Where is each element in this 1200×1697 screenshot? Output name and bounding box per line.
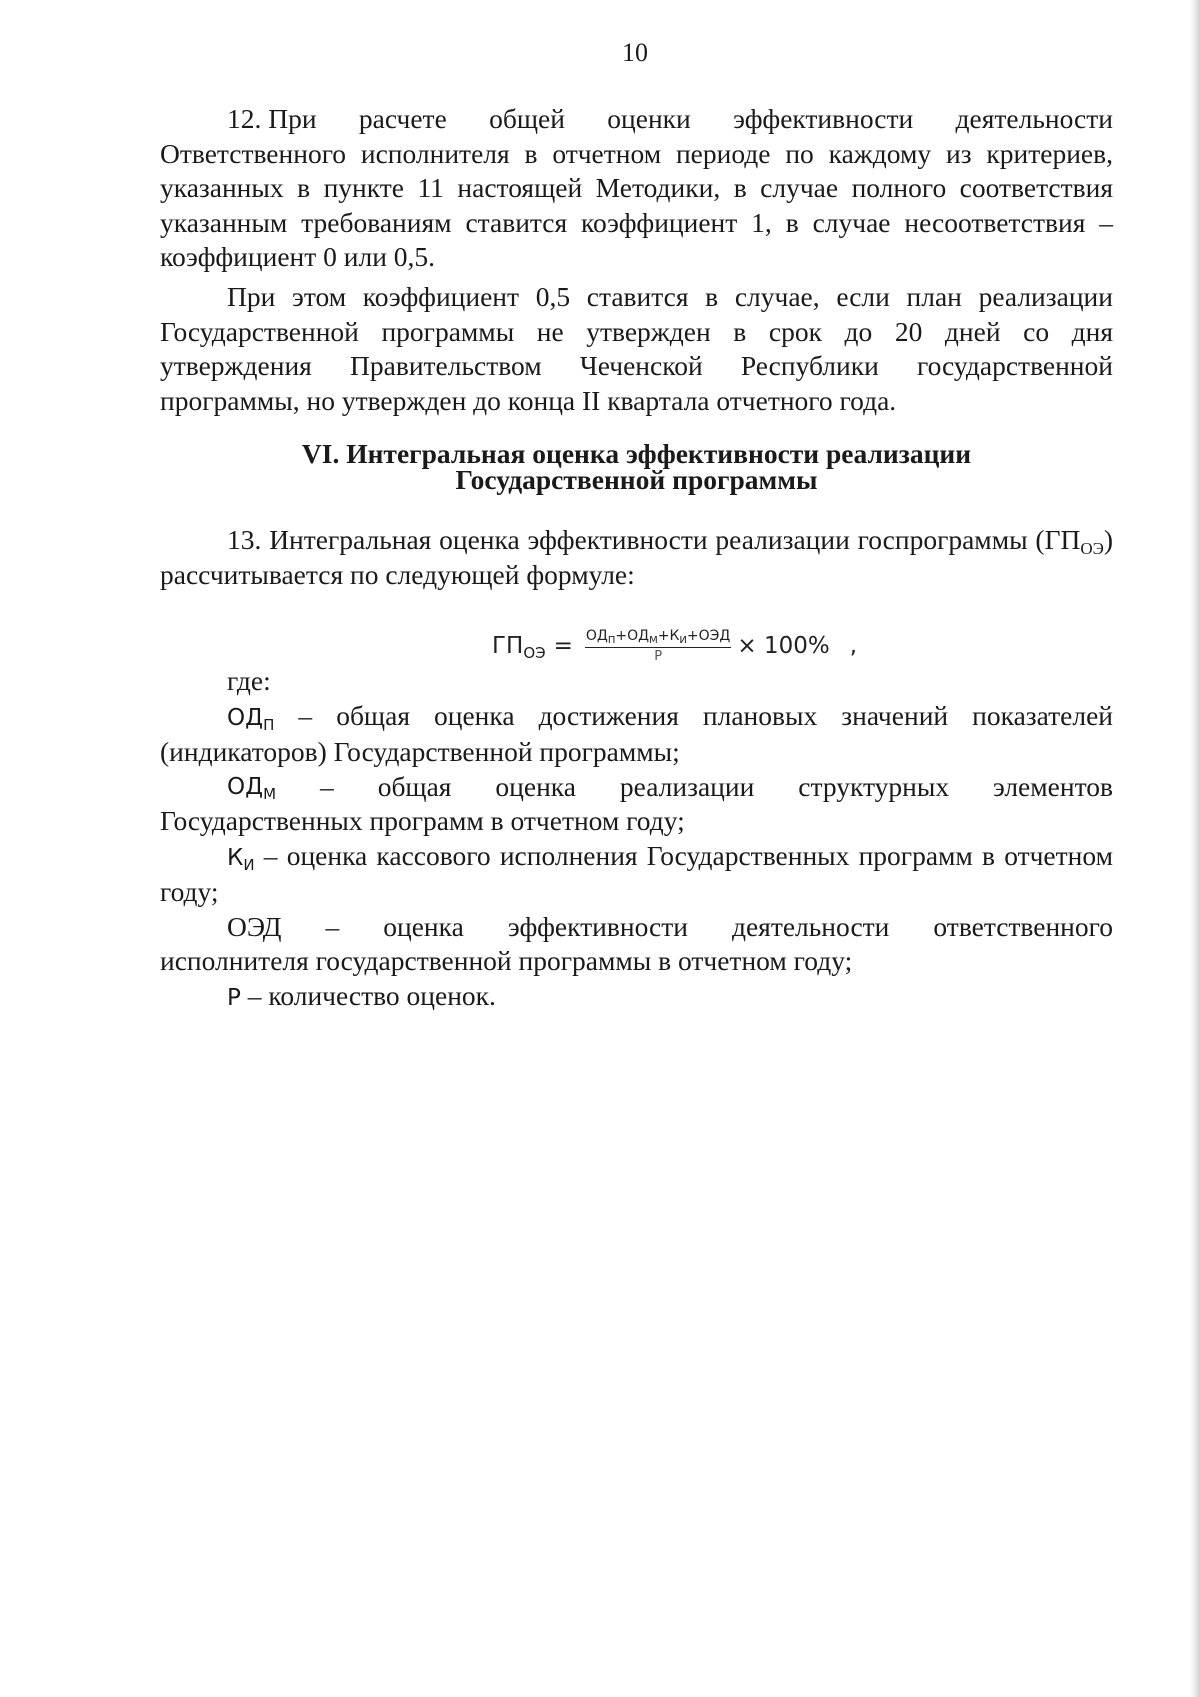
numerator-term-od-sub: М [649,634,658,646]
formula-lhs-symbol: ГП [492,632,524,659]
word: общей [489,103,565,134]
formula-fraction [585,627,731,666]
formula-lhs [492,629,546,664]
numerator-term-od-sub: П [607,634,616,646]
word: деятельности [955,103,1113,134]
paragraph-13-symbol: (ГП [1035,524,1081,555]
formula-numerator [585,627,731,648]
paragraph-13-text [160,523,1113,592]
numerator-term-od: ОД [627,627,650,644]
paragraph-13-tail: ) рассчитывается по следующей формуле: [160,524,1113,590]
numerator-term-oed: ОЭД [698,627,731,644]
formula-multiplier: × 100% [737,632,830,659]
paragraph-12-block [160,102,1113,275]
definition-od-m-continuation: Государственных программ в отчетном году; [160,805,685,836]
definition-od-p [160,699,1113,770]
numerator-term-k: К [669,627,680,644]
numerator-plus: + [657,627,670,644]
definition-k-i [160,839,1113,910]
word: реализации [619,770,755,802]
word: элементов [993,770,1113,802]
symbol-sub: П [263,715,275,734]
definition-od-p-symbol [227,704,275,734]
word: – [319,770,334,802]
word: оценка [383,910,464,942]
section-heading [160,438,1113,495]
symbol-sub: И [243,855,255,874]
symbol-text: ОД [227,704,264,731]
formula-trailing-comma: , [849,632,858,659]
definition-od-m-symbol [227,770,276,805]
symbol-text: К [227,844,244,871]
numerator-term-k-sub: И [679,634,687,646]
paragraph-12-first-line [160,102,1113,137]
word: расчете [358,103,447,134]
word: структурных [798,770,950,802]
word: – [325,910,340,942]
symbol-text: ОД [227,773,264,800]
definition-where: где: [227,665,271,696]
paragraph-13-block [160,523,1113,592]
paragraph-12b-block [160,280,1113,418]
word: оценка [495,770,576,802]
section-heading-line-2: Государственной программы [455,464,818,495]
word: эффективности [507,910,688,942]
definition-p [160,979,1113,1016]
formula-denominator: P [654,648,663,664]
paragraph-13-main: 13. Интегральная оценка эффективности реализации госпрограммы [227,524,1028,555]
definition-oed-first-line [160,910,1113,945]
paragraph-12b-text: При этом коэффициент 0,5 ставится в случае, если план реализации Государственной программы не утвержден в срок до 20 дней со дня утверждения Правительством Чеченской Республики государственной программы, но утвержден до конца II квартала отчетного года. [160,281,1113,416]
formula-lhs-sub: ОЭ [523,643,546,662]
section-heading-line-1: VI. Интегральная оценка эффективности реализации [301,438,972,469]
formula-equals: = [553,632,573,659]
definition-p-symbol: P [227,984,241,1011]
definition-k-i-text: – оценка кассового исполнения Государственных программ в отчетном году; [160,839,1113,907]
symbol-sub: М [263,784,277,803]
page-number: 10 [622,38,648,67]
definition-od-m-first-line [160,770,1113,805]
definitions-block [160,664,1113,1015]
word: эффективности [733,103,914,134]
numerator-plus: + [615,627,628,644]
word: ОЭД [227,910,282,942]
definition-k-i-symbol [227,844,255,874]
paragraph-12-text: Ответственного исполнителя в отчетном периоде по каждому из критериев, указанных в пункте 11 настоящей Методики, в случае полного соответствия указанным требованиям ставится коэффициент 1, в случае несоответствия – коэффициент 0 или 0,5. [160,137,1113,272]
numerator-term-od: ОД [585,627,608,644]
numerator-plus: + [686,627,699,644]
word: общая [377,770,452,802]
paragraph-13-symbol-sub: ОЭ [1080,539,1104,558]
definition-od-p-text: – общая оценка достижения плановых значений показателей (индикаторов) Государственной программы; [160,699,1114,767]
word: оценки [607,103,691,134]
word: ответственного [933,910,1113,942]
page-edge-shadow [1190,0,1200,1697]
definition-oed-continuation: исполнителя государственной программы в отчетном году; [160,945,853,976]
word: 12. При [227,103,317,134]
word: деятельности [731,910,890,942]
definition-p-text: – количество оценок. [247,979,496,1011]
